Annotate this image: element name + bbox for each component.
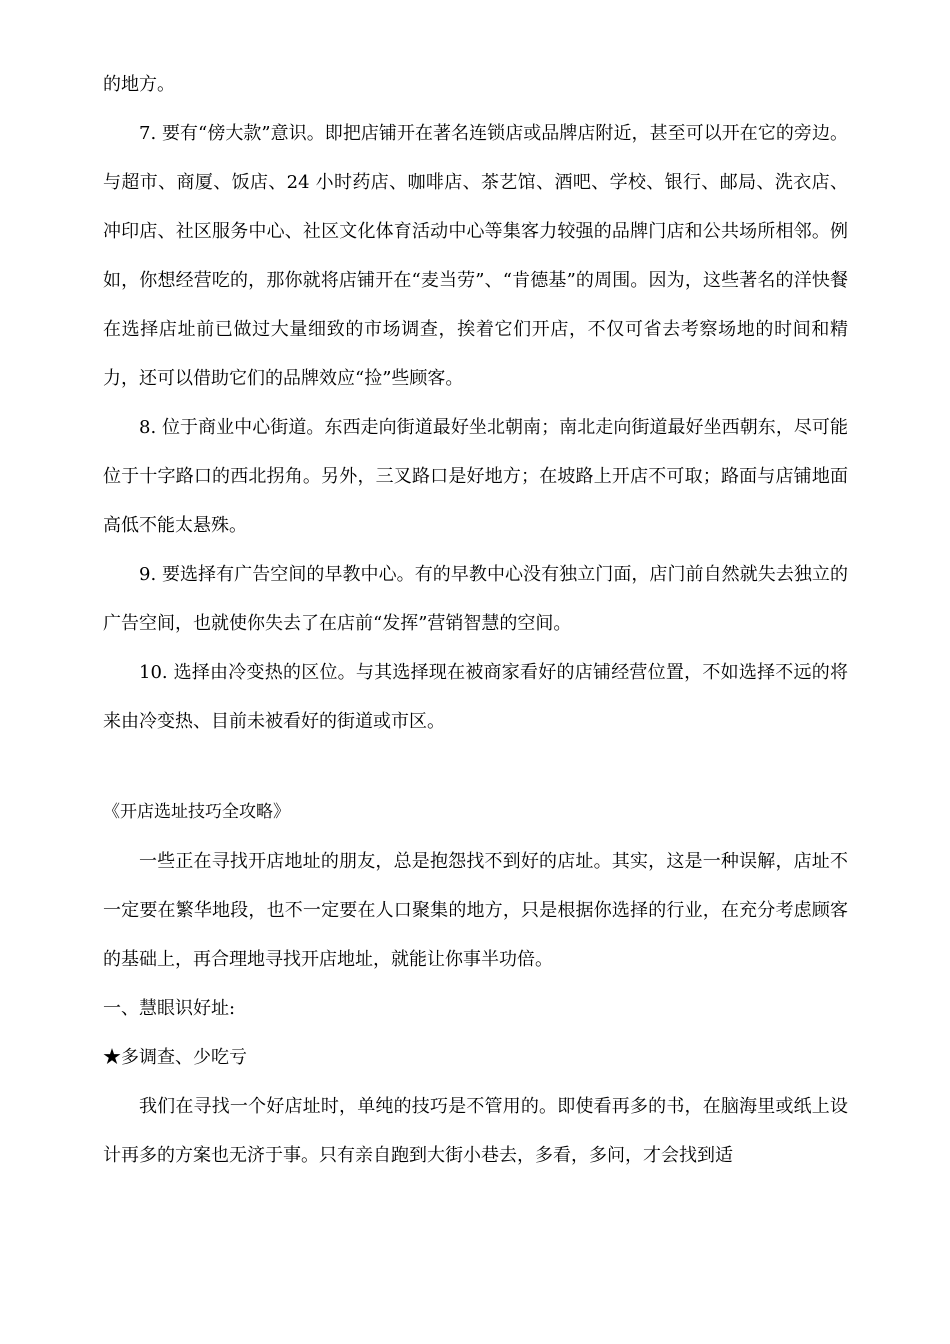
intro-paragraph: 一些正在寻找开店地址的朋友，总是抱怨找不到好的店址。其实，这是一种误解，店址不一定要在繁华地段，也不一定要在人口聚集的地方，只是根据你选择的行业，在充分考虑顾客的基础上，再合理地寻找开店地址，就能让你事半功倍。	[103, 851, 848, 970]
article-title: 《开店选址技巧全攻略》	[103, 802, 290, 822]
paragraph-item-8: 8. 位于商业中心街道。东西走向街道最好坐北朝南；南北走向街道最好坐西朝东，尽可能位于十字路口的西北拐角。另外，三叉路口是好地方；在坡路上开店不可取；路面与店铺地面高低不能太悬殊。	[103, 417, 848, 536]
last-paragraph: 我们在寻找一个好店址时，单纯的技巧是不管用的。即使看再多的书，在脑海里或纸上设计再多的方案也无济于事。只有亲自跑到大街小巷去，多看，多问，才会找到适	[103, 1096, 848, 1166]
paragraph-item-10: 10. 选择由冷变热的区位。与其选择现在被商家看好的店铺经营位置，不如选择不远的将来由冷变热、目前未被看好的街道或市区。	[103, 662, 848, 732]
document-page	[103, 60, 848, 1180]
paragraph-item-9: 9. 要选择有广告空间的早教中心。有的早教中心没有独立门面，店门前自然就失去独立的广告空间，也就使你失去了在店前“发挥”营销智慧的空间。	[103, 564, 848, 634]
paragraph-item-7: 7. 要有“傍大款”意识。即把店铺开在著名连锁店或品牌店附近，甚至可以开在它的旁边。与超市、商厦、饭店、24 小时药店、咖啡店、茶艺馆、酒吧、学校、银行、邮局、洗衣店、冲印店、社区服务中心、社区文化体育活动中心等集客力较强的品牌门店和公共场所相邻。例如，你想经营吃的，那你就将店铺开在“麦当劳”、“肯德基”的周围。因为，这些著名的洋快餐在选择店址前已做过大量细致的市场调查，挨着它们开店，不仅可省去考察场地的时间和精力，还可以借助它们的品牌效应“捡”些顾客。	[103, 123, 848, 389]
section-gap	[103, 746, 848, 788]
section-heading: 一、慧眼识好址:	[103, 998, 236, 1019]
paragraph-continuation: 的地方。	[103, 74, 175, 95]
subheading: ★多调查、少吃亏	[103, 1047, 247, 1068]
